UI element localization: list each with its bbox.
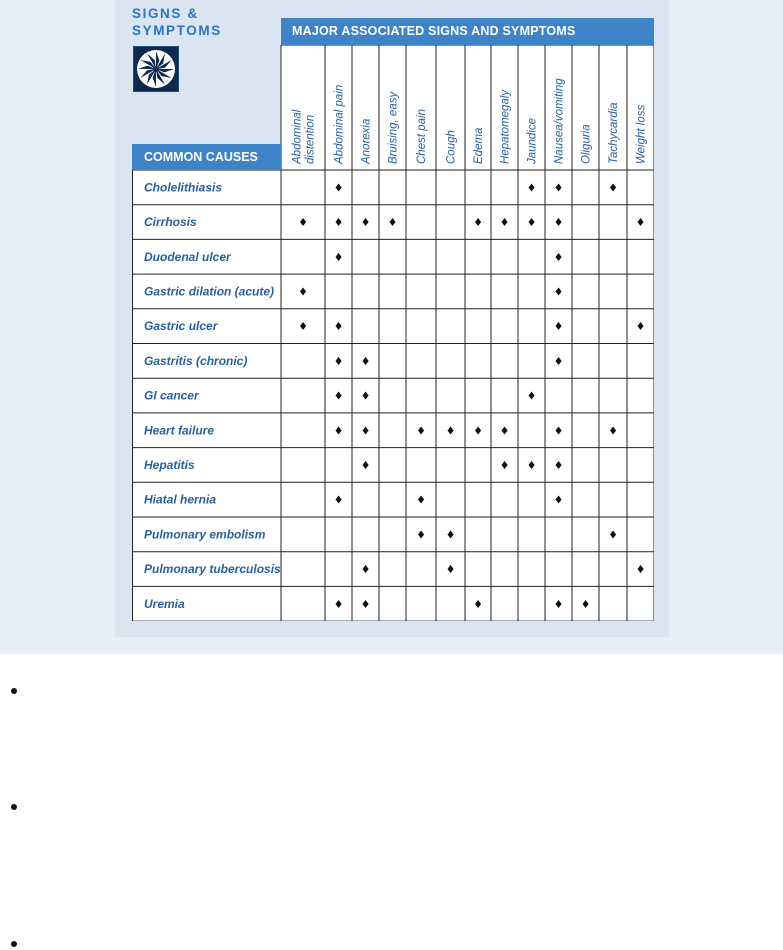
- bullet-dot: [11, 941, 17, 947]
- symptom-marker: ♦: [499, 216, 510, 230]
- row-label: Pulmonary tuberculosis: [144, 562, 281, 577]
- column-label: Weight loss: [635, 104, 648, 164]
- symptom-marker: ♦: [333, 493, 344, 507]
- symptom-marker: ♦: [526, 216, 537, 230]
- row-label: Uremia: [144, 596, 185, 611]
- symptom-marker: ♦: [608, 528, 618, 542]
- column-label: Abdominal pain: [333, 84, 346, 164]
- bullet-dot: [11, 688, 17, 694]
- column-label: Abdominal: [291, 109, 304, 164]
- symptom-marker: ♦: [499, 458, 510, 472]
- symptom-marker: ♦: [333, 216, 344, 230]
- symptom-marker: ♦: [473, 216, 483, 230]
- section-title: SIGNS & SYMPTOMS: [132, 6, 222, 38]
- table-grid: [132, 18, 654, 621]
- symptom-marker: ♦: [445, 528, 456, 542]
- row-label: Gastric ulcer: [144, 319, 218, 334]
- bullet-dot: [11, 804, 17, 810]
- symptom-marker: ♦: [416, 493, 426, 507]
- row-label: Duodenal ulcer: [144, 249, 231, 264]
- symptom-marker: ♦: [473, 597, 483, 611]
- symptom-marker: ♦: [360, 216, 371, 230]
- symptom-marker: ♦: [553, 181, 564, 195]
- symptom-marker: ♦: [333, 597, 344, 611]
- symptom-marker: ♦: [553, 250, 564, 264]
- symptom-marker: ♦: [360, 389, 371, 403]
- column-label: Oliguria: [580, 124, 593, 164]
- row-label: GI cancer: [144, 388, 199, 403]
- symptom-marker: ♦: [445, 563, 456, 577]
- column-label: Tachycardia: [608, 102, 620, 164]
- symptom-marker: ♦: [553, 424, 564, 438]
- symptom-marker: ♦: [333, 250, 344, 264]
- symptom-marker: ♦: [553, 354, 564, 368]
- row-label: Pulmonary embolism: [144, 527, 266, 542]
- symptom-marker: ♦: [553, 493, 564, 507]
- column-label: Anorexia: [360, 118, 373, 164]
- symptom-marker: ♦: [298, 320, 308, 334]
- column-label: Hepatomegaly: [499, 89, 512, 164]
- symptom-marker: ♦: [526, 389, 537, 403]
- symptom-marker: ♦: [608, 181, 618, 195]
- symptom-marker: ♦: [608, 424, 618, 438]
- symptom-marker: ♦: [499, 424, 510, 438]
- symptom-marker: ♦: [553, 458, 564, 472]
- row-label: Cholelithiasis: [144, 180, 223, 195]
- symptom-marker: ♦: [553, 597, 564, 611]
- column-label: Edema: [473, 127, 485, 164]
- symptom-marker: ♦: [360, 597, 371, 611]
- symptom-marker: ♦: [298, 285, 308, 299]
- symptom-marker: ♦: [445, 424, 456, 438]
- symptom-marker: ♦: [526, 458, 537, 472]
- symptom-marker: ♦: [360, 354, 371, 368]
- symptom-marker: ♦: [360, 458, 371, 472]
- symptom-marker: ♦: [416, 528, 426, 542]
- symptom-marker: ♦: [553, 320, 564, 334]
- column-label: distention: [304, 114, 317, 164]
- symptom-marker: ♦: [526, 181, 537, 195]
- symptoms-header: MAJOR ASSOCIATED SIGNS AND SYMPTOMS: [281, 18, 654, 45]
- symptom-marker: ♦: [635, 216, 646, 230]
- row-label: Gastritis (chronic): [144, 353, 248, 368]
- symptom-marker: ♦: [360, 563, 371, 577]
- symptom-marker: ♦: [333, 320, 344, 334]
- column-label: Bruising, easy: [387, 91, 400, 164]
- symptom-marker: ♦: [333, 181, 344, 195]
- row-label: Heart failure: [144, 423, 215, 438]
- row-label: Hepatitis: [144, 457, 195, 472]
- column-label: Nausea/vomiting: [553, 78, 566, 164]
- symptom-marker: ♦: [635, 320, 646, 334]
- symptom-marker: ♦: [416, 424, 426, 438]
- symptom-marker: ♦: [333, 354, 344, 368]
- causes-header: COMMON CAUSES: [132, 144, 281, 170]
- column-label: Cough: [445, 130, 458, 164]
- column-label: Jaundice: [526, 117, 539, 164]
- symptom-marker: ♦: [553, 285, 564, 299]
- symptom-marker: ♦: [473, 424, 483, 438]
- column-label: Chest pain: [416, 109, 428, 164]
- row-label: Cirrhosis: [144, 215, 197, 230]
- symptom-marker: ♦: [580, 597, 591, 611]
- symptom-marker: ♦: [298, 216, 308, 230]
- symptom-marker: ♦: [333, 389, 344, 403]
- row-label: Gastric dilation (acute): [144, 284, 275, 299]
- symptom-marker: ♦: [333, 424, 344, 438]
- symptom-marker: ♦: [387, 216, 398, 230]
- symptom-marker: ♦: [360, 424, 371, 438]
- symptom-marker: ♦: [553, 216, 564, 230]
- symptom-marker: ♦: [635, 563, 646, 577]
- row-label: Hiatal hernia: [144, 492, 217, 507]
